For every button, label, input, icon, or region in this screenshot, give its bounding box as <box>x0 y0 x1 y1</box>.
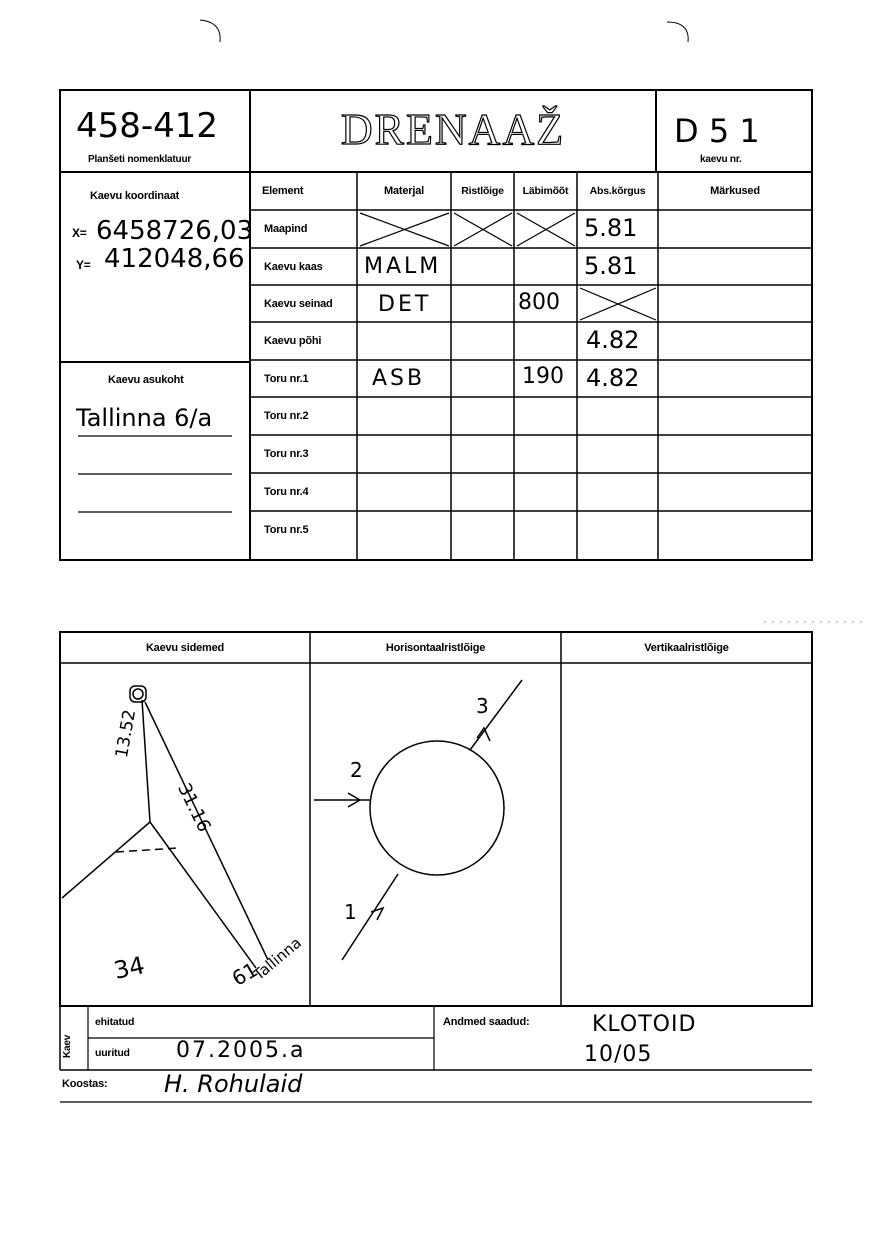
row-label: Toru nr.3 <box>264 448 309 460</box>
row-label: Toru nr.2 <box>264 410 309 422</box>
author-label: Koostas: <box>62 1078 108 1090</box>
house-number: 34 <box>111 951 148 985</box>
col-abs-height: Abs.kõrgus <box>589 185 646 197</box>
well-links-sketch <box>62 686 268 968</box>
lower-block-frame <box>60 632 812 1006</box>
checked-label: uuritud <box>95 1047 130 1059</box>
data-source-label: Andmed saadud: <box>443 1016 530 1028</box>
y-coordinate: 412048,66 <box>104 244 245 274</box>
row-label: Maapind <box>264 223 308 235</box>
cell-material: ASB <box>372 366 426 391</box>
punch-hole-left <box>200 20 220 42</box>
col-material: Materjal <box>384 185 424 197</box>
house-number: 61 <box>227 957 262 991</box>
col-diameter: Läbimõõt <box>522 185 569 197</box>
section-header-vertical: Vertikaalristlõige <box>644 642 729 654</box>
punch-hole-right <box>667 22 688 42</box>
section-header-links: Kaevu sidemed <box>145 642 225 654</box>
cell-material: MALM <box>364 254 442 279</box>
pipe-label: 2 <box>350 758 363 782</box>
location-value: Tallinna 6/a <box>76 404 213 432</box>
row-label: Kaevu seinad <box>264 298 333 310</box>
y-prefix: Y= <box>76 258 91 272</box>
data-source-date: 10/05 <box>584 1042 653 1067</box>
row-label: Toru nr.4 <box>264 486 309 498</box>
x-coordinate: 6458726,03 <box>96 216 254 246</box>
row-label: Kaevu põhi <box>264 335 322 347</box>
col-notes: Märkused <box>710 185 760 197</box>
col-element: Element <box>262 185 304 197</box>
well-label: kaevu nr. <box>700 154 742 165</box>
cell-material: DET <box>378 292 432 317</box>
row-label: Toru nr.1 <box>264 373 309 385</box>
location-label: Kaevu asukoht <box>108 374 184 386</box>
cell-abs-height: 5.81 <box>584 252 638 280</box>
coordinates-label: Kaevu koordinaat <box>90 190 180 202</box>
section-header-horizontal: Horisontaalristlõige <box>385 642 486 654</box>
cell-diameter: 190 <box>522 364 564 389</box>
pipe-label: 3 <box>476 694 489 718</box>
author-value: H. Rohulaid <box>164 1070 303 1098</box>
sheet-number: 458-412 <box>76 106 219 146</box>
row-label: Toru nr.5 <box>264 524 309 536</box>
street-label: Tallinna <box>250 933 305 984</box>
col-cross-section: Ristlõige <box>461 185 504 197</box>
checked-date: 07.2005.a <box>176 1038 306 1063</box>
built-label: ehitatud <box>95 1016 135 1028</box>
distance-label: 31.16 <box>173 780 215 836</box>
cell-diameter: 800 <box>518 290 560 315</box>
page-title: DRENAAŽ <box>340 105 566 154</box>
sheet-label: Planšeti nomenklatuur <box>88 154 192 165</box>
row-label: Kaevu kaas <box>264 261 323 273</box>
pipe-label: 1 <box>344 900 357 924</box>
cell-abs-height: 4.82 <box>586 364 640 392</box>
well-id: D 5 1 <box>674 112 760 150</box>
cell-abs-height: 4.82 <box>586 326 640 354</box>
distance-label: 13.52 <box>112 708 141 760</box>
data-source-value: KLOTOID <box>592 1012 697 1037</box>
cell-abs-height: 5.81 <box>584 214 638 242</box>
x-prefix: X= <box>72 226 87 240</box>
well-side-label: Kaev <box>62 1034 73 1058</box>
